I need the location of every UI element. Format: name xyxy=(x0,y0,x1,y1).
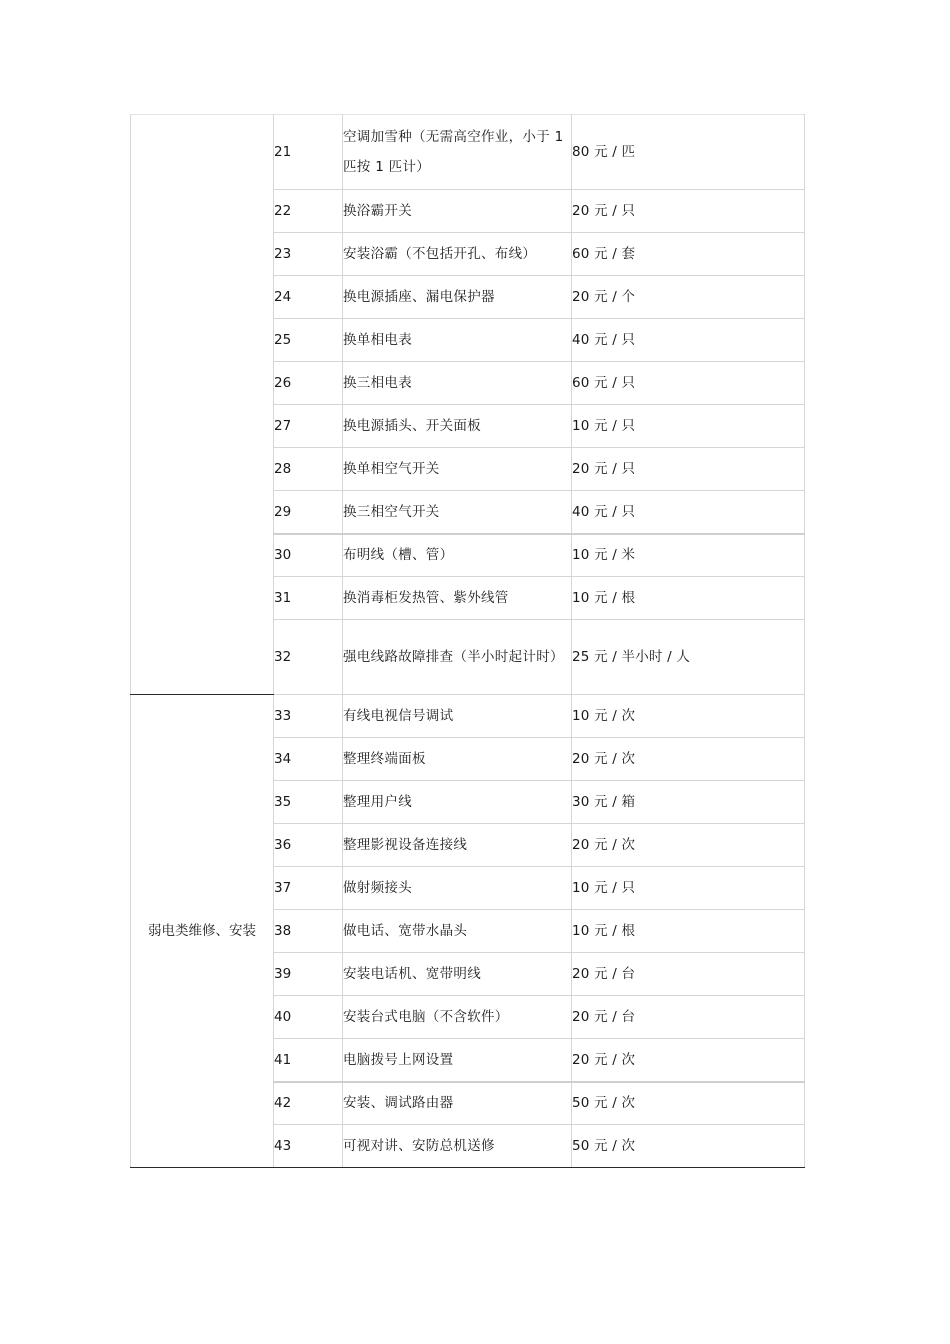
item-price: 20 元 / 次 xyxy=(572,824,805,867)
item-description: 安装、调试路由器 xyxy=(343,1082,572,1125)
item-price: 20 元 / 次 xyxy=(572,1039,805,1082)
row-number: 26 xyxy=(274,362,343,405)
item-price: 20 元 / 台 xyxy=(572,953,805,996)
row-number: 32 xyxy=(274,620,343,695)
row-number: 25 xyxy=(274,319,343,362)
row-number: 40 xyxy=(274,996,343,1039)
item-price: 60 元 / 只 xyxy=(572,362,805,405)
row-number: 24 xyxy=(274,276,343,319)
row-number: 30 xyxy=(274,534,343,577)
item-price: 10 元 / 根 xyxy=(572,910,805,953)
item-price: 20 元 / 只 xyxy=(572,190,805,233)
row-number: 36 xyxy=(274,824,343,867)
table-row xyxy=(131,695,805,738)
row-number: 28 xyxy=(274,448,343,491)
item-description: 整理影视设备连接线 xyxy=(343,824,572,867)
row-number: 42 xyxy=(274,1082,343,1125)
item-price: 40 元 / 只 xyxy=(572,319,805,362)
row-number: 22 xyxy=(274,190,343,233)
item-description: 布明线（槽、管） xyxy=(343,534,572,577)
item-price: 10 元 / 次 xyxy=(572,695,805,738)
item-description: 换电源插头、开关面板 xyxy=(343,405,572,448)
item-description: 安装台式电脑（不含软件） xyxy=(343,996,572,1039)
item-description: 换三相电表 xyxy=(343,362,572,405)
item-price: 10 元 / 米 xyxy=(572,534,805,577)
item-description: 做射频接头 xyxy=(343,867,572,910)
item-description: 换电源插座、漏电保护器 xyxy=(343,276,572,319)
row-number: 34 xyxy=(274,738,343,781)
row-number: 35 xyxy=(274,781,343,824)
item-description: 换单相电表 xyxy=(343,319,572,362)
item-price: 10 元 / 只 xyxy=(572,405,805,448)
item-description: 有线电视信号调试 xyxy=(343,695,572,738)
item-description: 做电话、宽带水晶头 xyxy=(343,910,572,953)
item-price: 20 元 / 台 xyxy=(572,996,805,1039)
row-number: 23 xyxy=(274,233,343,276)
row-number: 41 xyxy=(274,1039,343,1082)
item-price: 50 元 / 次 xyxy=(572,1125,805,1168)
row-number: 43 xyxy=(274,1125,343,1168)
category-cell: 弱电类维修、安装 xyxy=(131,695,274,1168)
item-description: 空调加雪种（无需高空作业，小于 1 匹按 1 匹计） xyxy=(343,115,572,190)
row-number: 38 xyxy=(274,910,343,953)
row-number: 31 xyxy=(274,577,343,620)
item-price: 20 元 / 只 xyxy=(572,448,805,491)
item-price: 60 元 / 套 xyxy=(572,233,805,276)
category-cell xyxy=(131,115,274,695)
item-description: 整理终端面板 xyxy=(343,738,572,781)
item-description: 强电线路故障排查（半小时起计时） xyxy=(343,620,572,695)
row-number: 37 xyxy=(274,867,343,910)
item-description: 换浴霸开关 xyxy=(343,190,572,233)
item-price: 80 元 / 匹 xyxy=(572,115,805,190)
item-price: 20 元 / 个 xyxy=(572,276,805,319)
row-number: 39 xyxy=(274,953,343,996)
item-description: 整理用户线 xyxy=(343,781,572,824)
item-description: 电脑拨号上网设置 xyxy=(343,1039,572,1082)
service-price-table xyxy=(130,114,805,1168)
item-description: 安装浴霸（不包括开孔、布线） xyxy=(343,233,572,276)
row-number: 33 xyxy=(274,695,343,738)
row-number: 29 xyxy=(274,491,343,534)
item-price: 25 元 / 半小时 / 人 xyxy=(572,620,805,695)
item-price: 50 元 / 次 xyxy=(572,1082,805,1125)
item-price: 10 元 / 只 xyxy=(572,867,805,910)
item-description: 换消毒柜发热管、紫外线管 xyxy=(343,577,572,620)
item-price: 20 元 / 次 xyxy=(572,738,805,781)
item-description: 换三相空气开关 xyxy=(343,491,572,534)
item-price: 30 元 / 箱 xyxy=(572,781,805,824)
item-description: 可视对讲、安防总机送修 xyxy=(343,1125,572,1168)
item-price: 10 元 / 根 xyxy=(572,577,805,620)
table-row xyxy=(131,115,805,190)
item-description: 安装电话机、宽带明线 xyxy=(343,953,572,996)
item-description: 换单相空气开关 xyxy=(343,448,572,491)
row-number: 21 xyxy=(274,115,343,190)
item-price: 40 元 / 只 xyxy=(572,491,805,534)
row-number: 27 xyxy=(274,405,343,448)
